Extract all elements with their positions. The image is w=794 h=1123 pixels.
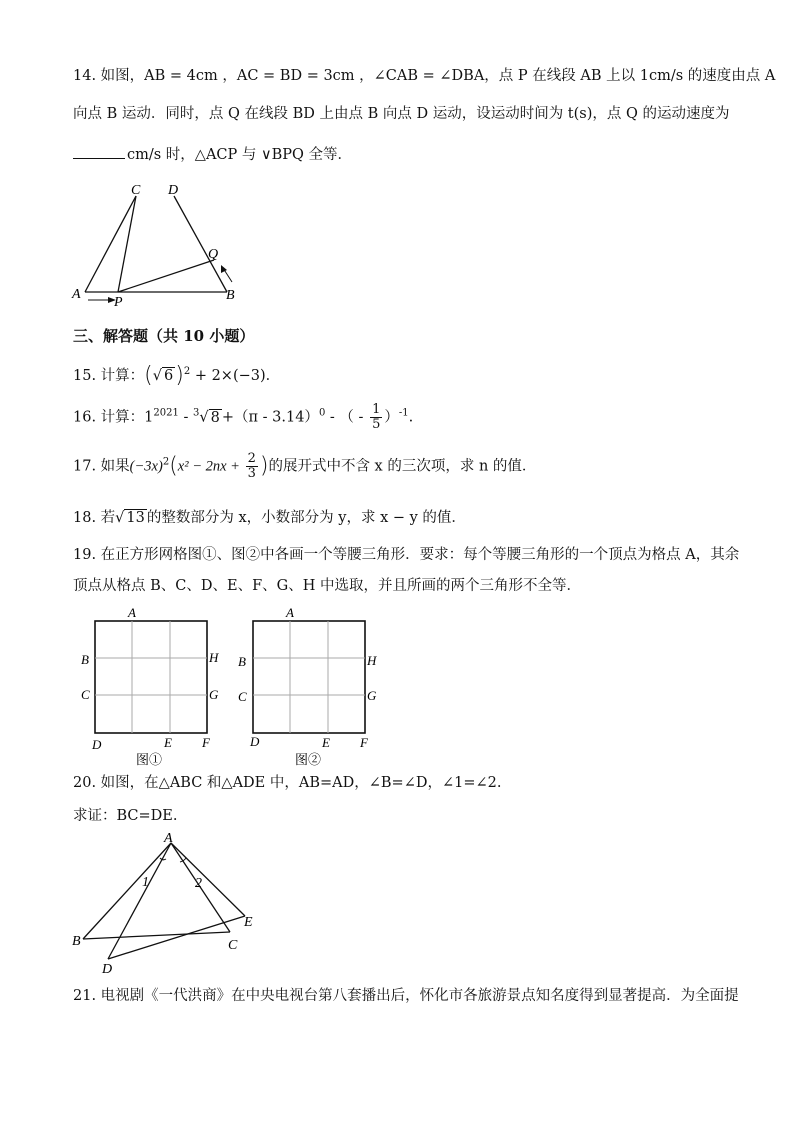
g1-label-D: D (92, 737, 102, 752)
g1-label-H: H (209, 650, 219, 665)
q16-rest1: +（π - 3.14） (221, 409, 319, 426)
grid-1 (81, 605, 219, 767)
q17-poly: x² − 2nx + (177, 458, 244, 475)
q16-end: . (408, 409, 414, 426)
g2-label-E: E (322, 735, 330, 750)
grid-2 (238, 605, 377, 767)
q16-exp1: 2021 (153, 407, 179, 419)
q20-angle-2: 2 (195, 876, 202, 891)
q16-fraction (370, 403, 382, 432)
q20-label-A: A (164, 831, 173, 846)
caption-1: 图① (136, 752, 163, 767)
q16-radicand: 8 (210, 409, 220, 426)
q15-exp: 2 (183, 366, 191, 377)
q14-line1: 14. 如图，AB = 4cm ，AC = BD = 3cm ，∠CAB = ∠DBA，点 P 在线段 AB 上以 1cm/s 的速度由点 A (73, 68, 776, 84)
q20-label-B: B (72, 934, 81, 949)
g2-label-C: C (238, 689, 247, 704)
q14-line3 (73, 144, 352, 165)
g2-label-B: B (238, 654, 246, 669)
q18-radicand: 13 (126, 510, 145, 526)
g1-label-G: G (209, 687, 219, 702)
q18: 18. 若√ 13 的整数部分为 x，小数部分为 y，求 x − y 的值． (73, 510, 466, 526)
q20-label-C: C (228, 938, 238, 953)
label-P: P (114, 295, 123, 310)
g2-label-F: F (360, 735, 368, 750)
q16-root-index: 3 (192, 407, 200, 419)
label-A: A (72, 287, 81, 302)
q18-suffix: 的整数部分为 x，小数部分为 y，求 x − y 的值． (146, 510, 466, 526)
section-heading: 三、解答题（共 10 小题） (73, 327, 255, 345)
label-Q: Q (208, 247, 219, 262)
q14-line2: 向点 B 运动．同时，点 Q 在线段 BD 上由点 B 向点 D 运动，设运动时间为 t(s)，点 Q 的运动速度为 (73, 106, 730, 122)
q19-line1: 19. 在正方形网格图①、图②中各画一个等腰三角形．要求：每个等腰三角形的一个顶点为格点 A，其余 (73, 547, 740, 563)
label-C: C (131, 183, 141, 198)
q15-rest: + 2×(−3)． (194, 367, 281, 384)
q16-den: 5 (372, 417, 381, 432)
g1-label-A: A (128, 605, 136, 620)
q14-figure (70, 182, 250, 310)
q17-suffix: 的展开式中不含 x 的三次项，求 n 的值． (268, 458, 537, 475)
g1-label-F: F (202, 735, 210, 750)
label-B: B (226, 288, 235, 303)
q18-prefix: 18. 若 (73, 510, 116, 526)
q17-num: 2 (247, 451, 256, 466)
q17-prefix: 17. 如果 (73, 458, 130, 475)
g2-label-G: G (367, 688, 377, 703)
q20-label-E: E (244, 915, 253, 930)
q16-exp2: 0 (318, 407, 326, 419)
q19-line2: 顶点从格点 B、C、D、E、F、G、H 中选取，并且所画的两个三角形不全等． (73, 578, 581, 594)
q16-rest2: - （ - (325, 409, 369, 426)
g2-label-H: H (367, 653, 377, 668)
q20-label-D: D (102, 962, 113, 977)
q16-exp3: -1 (398, 407, 409, 419)
q17: 17. 如果$(-3x)^2(x^2 - 2nx$ + $\frac{2}{3}$ )的展开式中不含 x 的三次项，求 n 的值． (73, 451, 537, 481)
answer-blank[interactable] (73, 144, 125, 159)
q17-exp: 2 (162, 456, 170, 468)
g1-label-B: B (81, 652, 89, 667)
q17-den: 3 (247, 466, 256, 481)
g1-label-E: E (164, 735, 172, 750)
q16-prefix: 16. 计算：1 (73, 409, 154, 426)
q15: 15. 计算：(√ 6)$^2$ + 2×(−3)． (73, 362, 281, 388)
q19-grids (72, 603, 392, 771)
caption-2: 图② (295, 752, 322, 767)
q20-angle-1: 1 (142, 875, 149, 890)
q21-line1: 21. 电视剧《一代洪商》在中央电视台第八套播出后，怀化市各旅游景点知名度得到显著提高．为全面提 (73, 988, 739, 1004)
q15-prefix: 15. 计算： (73, 367, 145, 384)
q17-base: (−3x) (129, 458, 163, 475)
q20-line2: 求证：BC=DE. (73, 808, 178, 824)
q16-rest3: ） (384, 409, 399, 426)
q20-figure (68, 828, 268, 978)
label-D: D (168, 183, 179, 198)
q15-radicand: 6 (164, 367, 174, 384)
g1-label-C: C (81, 687, 90, 702)
q16-mid: - (178, 409, 193, 426)
q16: 16. 计算：$1^{2021} - ^3√$ 8 +（π - 3.14）$^0$ - （ - $\frac{1}{5}$ ）$^{-1}$. (73, 402, 414, 432)
g2-label-A: A (286, 605, 294, 620)
q17-fraction (246, 452, 258, 481)
q20-line1: 20. 如图，在△ABC 和△ADE 中，AB=AD，∠B=∠D，∠1=∠2. (73, 775, 502, 791)
q16-num: 1 (372, 402, 381, 417)
q14-line3-text: cm/s 时，△ACP 与 ∨BPQ 全等． (127, 147, 353, 163)
g2-label-D: D (250, 734, 260, 749)
